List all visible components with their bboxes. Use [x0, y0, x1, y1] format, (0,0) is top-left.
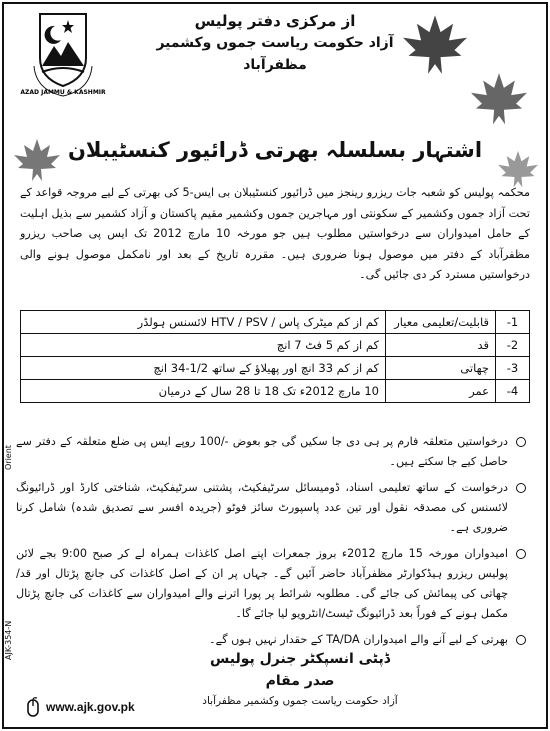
row-number: -1	[496, 311, 530, 334]
list-item	[16, 478, 530, 538]
criterion-label: عمر	[386, 380, 496, 403]
row-number: -3	[496, 357, 530, 380]
criterion-value: 10 مارچ 2012ء تک 18 تا 28 سال کے درمیان	[21, 380, 386, 403]
criterion-value: کم از کم 33 انچ اور پھیلاؤ کے ساتھ 1/2-34 انچ	[21, 357, 386, 380]
criterion-label: قد	[386, 334, 496, 357]
issuing-office-header	[150, 10, 400, 76]
signatory-title: ڈپٹی انسپکٹر جنرل پولیس صدر مقام	[209, 651, 391, 689]
criterion-label: قابلیت/تعلیمی معیار	[386, 311, 496, 334]
note-text: بھرتی کے لیے آنے والے امیدواران TA/DA کے حقدار نہیں ہوں گے۔	[209, 633, 508, 646]
list-item	[16, 432, 530, 472]
table-row	[21, 334, 530, 357]
instructions-list	[16, 432, 530, 656]
advertisement-title: اشتہار بسلسلہ بھرتی ڈرائیور کنسٹیبلان	[67, 138, 483, 162]
signatory-org: آزاد حکومت ریاست جموں وکشمیر مظفرآباد	[202, 695, 398, 707]
list-item	[16, 544, 530, 624]
emblem-icon	[20, 6, 106, 98]
signature-block	[200, 648, 400, 710]
list-item	[16, 630, 530, 650]
table-row	[21, 380, 530, 403]
intro-paragraph: محکمہ پولیس کو شعبہ جات ریزرو رینجز میں ڈرائیور کنسٹیبلان بی ایس-5 کی بھرتی کے لیے مروجہ قواعد کے تحت آزاد جموں وکشمیر کے سکونتی اور مہاجرین جموں وکشمیر مقیم پاکستان و آزاد کشمیر سے بذیل اہلیت کے حامل امیدواران سے درخواستیں مطلوب ہیں جو مورخہ 10 مارچ 2012 تک ایس پی صاحب ریزرو مظفرآباد کے دفتر میں موصول ہونا ضروری ہیں۔ مقررہ تاریخ کے بعد اور نامکمل موصول ہونے والی درخواستیں مسترد کر دی جائیں گی۔	[20, 186, 531, 281]
maple-leaf-icon	[12, 138, 62, 184]
computer-mouse-icon	[22, 697, 44, 719]
maple-leaf-icon	[468, 72, 530, 128]
circle-bullet-icon	[516, 437, 526, 447]
website-link[interactable]: www.ajk.gov.pk	[46, 700, 135, 714]
criterion-label: چھاتی	[386, 357, 496, 380]
note-text: درخواستیں متعلقہ فارم پر ہی دی جا سکیں گی جو بعوض -/100 روپے ایس پی ضلع متعلقہ کے دفتر سے حاصل کیے جا سکتے ہیں۔	[16, 435, 508, 468]
logo-ring-text: AZAD JAMMU & KASHMIR	[20, 89, 106, 96]
row-number: -2	[496, 334, 530, 357]
table-row	[21, 357, 530, 380]
note-text: امیدواران مورخہ 15 مارچ 2012ء بروز جمعرات اپنے اصل کاغذات ہمراہ لے کر صبح 9:00 بجے لائن پولیس ریزرو ہیڈکوارٹر مظفرآباد حاضر آئیں گے۔ جہاں پر ان کے اصل کاغذات کی جانچ پڑتال اور قد/چھاتی کی پیمائش کی جائے گی۔ مطلوبہ شرائط پر پورا اترنے والے امیدواران سے کاغذات کی جانچ پڑتال مکمل ہونے کے فوراً بعد ڈرائیونگ ٹیسٹ/انٹرویو لیا جائے گا۔	[16, 547, 508, 620]
eligibility-table	[20, 310, 530, 403]
agency-side-label: Orient	[4, 445, 13, 470]
header-office: از مرکزی دفتر پولیس	[194, 12, 356, 30]
ajk-emblem-logo	[20, 6, 106, 98]
reference-code: AJK-354-N	[4, 620, 13, 660]
criterion-value: کم از کم میٹرک پاس / HTV / PSV لائسنس ہولڈر	[21, 311, 386, 334]
row-number: -4	[496, 380, 530, 403]
criterion-value: کم از کم 5 فٹ 7 انچ	[21, 334, 386, 357]
maple-leaf-icon	[400, 14, 470, 78]
table-row	[21, 311, 530, 334]
circle-bullet-icon	[516, 483, 526, 493]
note-text: درخواست کے ساتھ تعلیمی اسناد، ڈومیسائل سرٹیفکیٹ، پشتنی سرٹیفکیٹ، شناختی کارڈ اور ڈرائیونگ لائسنس کی مصدقہ نقول اور تین عدد پاسپورٹ سائز فوٹو (جریدہ افسر سے تصدیق شدہ) شامل کرنا ضروری ہے۔	[16, 481, 508, 534]
circle-bullet-icon	[516, 635, 526, 645]
circle-bullet-icon	[516, 549, 526, 559]
header-government: آزاد حکومت ریاست جموں وکشمیر مظفرآباد	[156, 35, 394, 73]
